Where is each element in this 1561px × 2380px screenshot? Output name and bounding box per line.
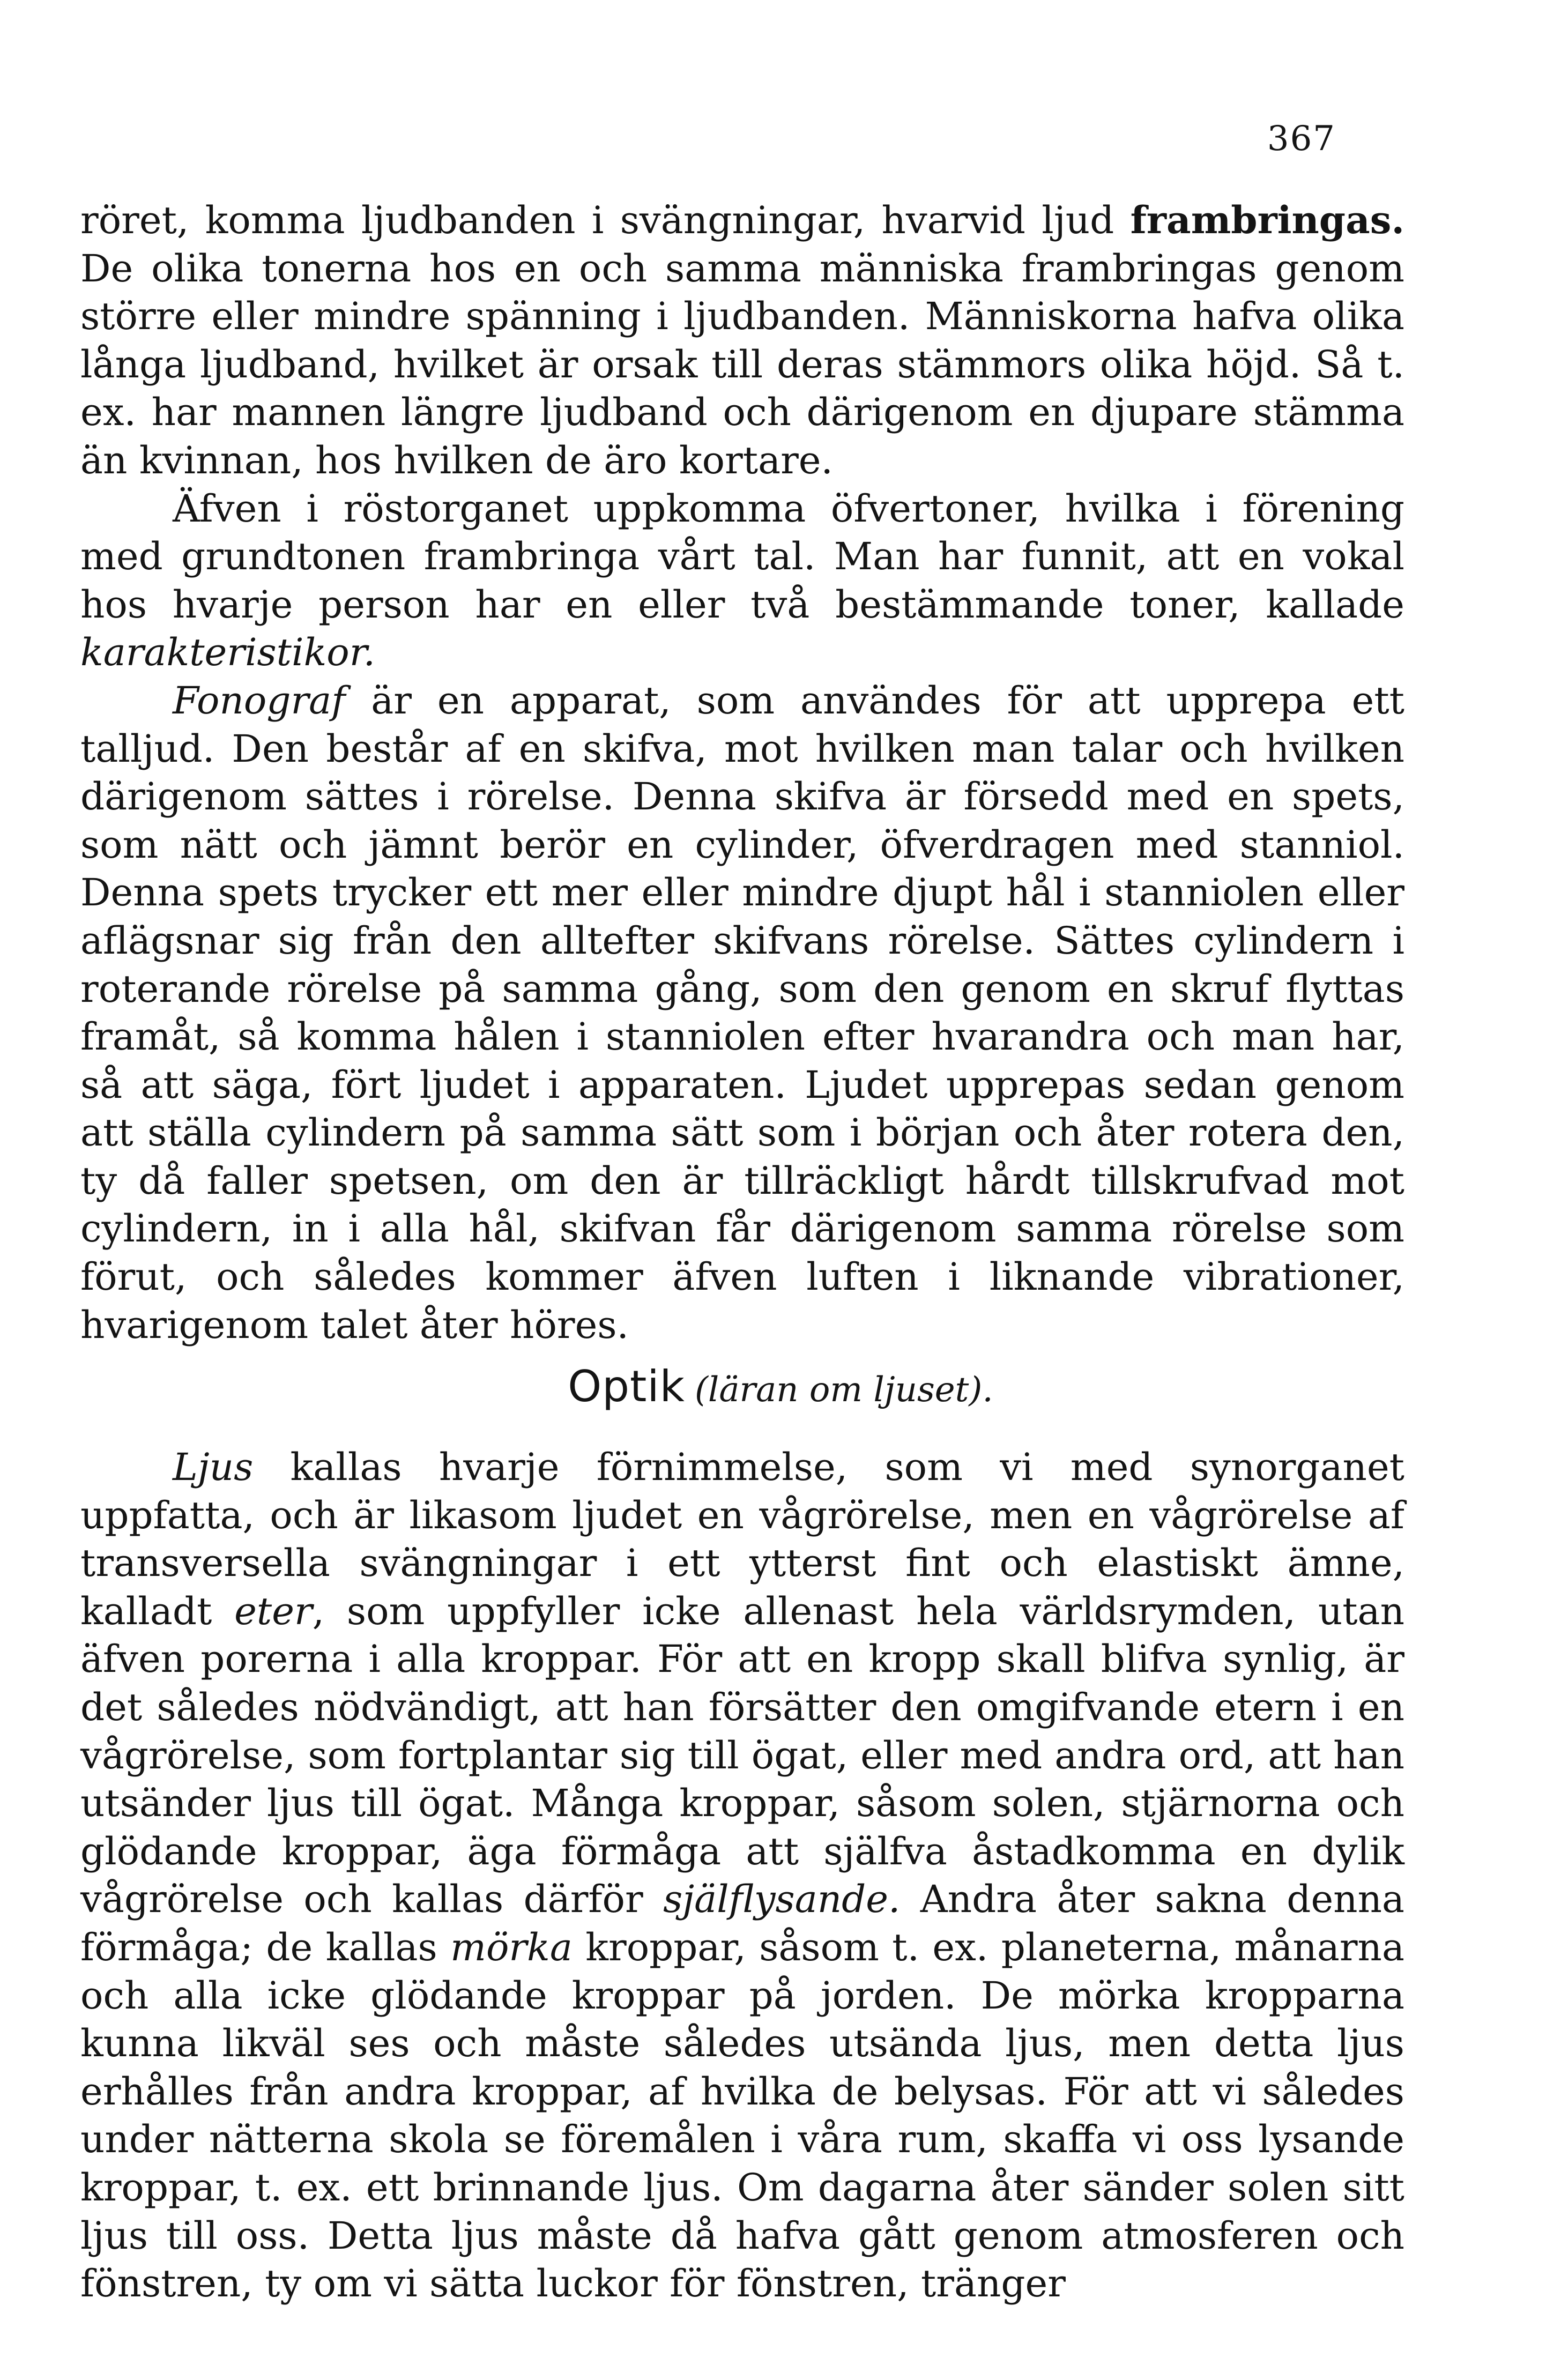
italic-term-ljus: Ljus — [173, 1445, 254, 1489]
text-run: , som uppfyller icke allenast hela världsrymden, utan äfven porerna i alla kroppar. För att en kropp skall blifva synlig, är det således nödvändigt, att han försätter den omgifvande etern i en vågrörelse, som fortplantar sig till ögat, eller med andra ord, att han utsänder ljus till ögat. Många kroppar, såsom solen, stjärnorna och glödande kroppar, äga förmåga att själfva åstadkomma en dylik vågrörelse och kallas därför — [80, 1589, 1404, 1922]
section-heading-optik — [0, 1362, 1561, 1411]
italic-term-morka: mörka — [450, 1925, 573, 1969]
paragraph-vocal-cords — [80, 196, 1404, 485]
page-number: 367 — [1267, 119, 1336, 159]
text-run: är en apparat, som användes för att upprepa ett talljud. Den består af en skifva, mot hvilken man talar och hvilken därigenom sättes i rörelse. Denna skifva är försedd med en spets, som nätt och jämnt berör en cylinder, öfverdragen med stanniol. Denna spets trycker ett mer eller mindre djupt hål i stanniolen eller aflägsnar sig från den alltefter skifvans rörelse. Sättes cylindern i roterande rörelse på samma gång, som den genom en skruf flyttas framåt, så komma hålen i stanniolen efter hvarandra och man har, så att säga, fört ljudet i apparaten. Ljudet upprepas sedan genom att ställa cylindern på samma sätt som i början och åter rotera den, ty då faller spetsen, om den är tillräckligt hårdt tillskrufvad mot cylindern, in i alla hål, skifvan får därigenom samma rörelse som förut, och således kommer äfven luften i liknande vibrationer, hvarigenom talet åter höres. — [80, 678, 1404, 1347]
bold-term-frambringas: frambringas. — [1130, 198, 1404, 242]
text-run: kroppar, såsom t. ex. planeterna, månarna och alla icke glödande kroppar på jorden. De mörka kropparna kunna likväl ses och måste således utsända ljus, men detta ljus erhålles från andra kroppar, af hvilka de belysas. För att vi således under nätterna skola se föremålen i våra rum, skaffa vi oss lysande kroppar, t. ex. ett brinnande ljus. Om dagarna åter sänder solen sitt ljus till oss. Detta ljus måste då hafva gått genom atmosferen och fönstren, ty om vi sätta luckor för fönstren, tränger — [80, 1925, 1404, 2306]
acoustics-text-block — [80, 196, 1404, 1349]
paragraph-ljus — [80, 1444, 1404, 2308]
optics-text-block — [80, 1444, 1404, 2308]
italic-term-sjalflysande: själflysande. — [663, 1877, 901, 1922]
section-title: Optik — [568, 1362, 685, 1411]
text-run: Äfven i röstorganet uppkomma öfvertoner, hvilka i förening med grundtonen frambringa vårt tal. Man har funnit, att en vokal hos hvarje person har en eller två bestämmande toner, kallade — [80, 486, 1404, 627]
text-run: De olika tonerna hos en och samma människa frambringas genom större eller mindre spänning i ljudbanden. Människorna hafva olika långa ljudband, hvilket är orsak till deras stämmors olika höjd. Så t. ex. har mannen längre ljudband och därigenom en djupare stämma än kvinnan, hos hvilken de äro kortare. — [80, 246, 1404, 482]
italic-term-karakteristikor: karakteristikor. — [80, 630, 376, 675]
italic-term-eter: eter — [234, 1589, 313, 1633]
text-run: Andra åter sakna denna förmåga; de kallas — [80, 1877, 1405, 1969]
text-run: röret, komma ljudbanden i svängningar, hvarvid ljud — [80, 198, 1131, 242]
section-subtitle: (läran om ljuset). — [694, 1370, 993, 1410]
paragraph-overtones — [80, 485, 1404, 677]
text-run: kallas hvarje förnimmelse, som vi med synorganet uppfatta, och är likasom ljudet en vågrörelse, men en vågrörelse af transversella svängningar i ett ytterst fint och elastiskt ämne, kalladt — [80, 1445, 1404, 1633]
italic-term-fonograf: Fonograf — [173, 678, 346, 723]
paragraph-fonograf — [80, 677, 1404, 1349]
